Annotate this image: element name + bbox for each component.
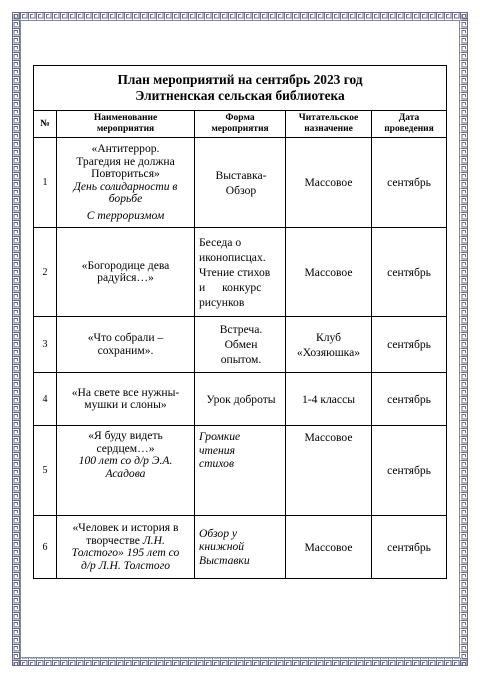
header-num: №: [34, 111, 57, 138]
audience: Массовое: [286, 228, 372, 317]
row-number: 6: [34, 516, 57, 579]
title-line-1: План мероприятий на сентябрь 2023 год: [117, 72, 363, 87]
table-row: [34, 373, 447, 426]
audience: 1-4 классы: [286, 373, 372, 426]
event-form: Громкие чтения стихов: [195, 426, 286, 516]
event-name: «Я буду видеть сердцем…» 100 лет со д/р Э.А. Асадова: [57, 426, 195, 516]
row-number: 1: [34, 138, 57, 228]
event-form: Беседа о иконописцах. Чтение стихов и конкурс рисунков: [195, 228, 286, 317]
header-audience: Читательское назначение: [286, 111, 372, 138]
audience: Клуб «Хозяюшка»: [286, 317, 372, 373]
event-name: «Богородице дева радуйся…»: [57, 228, 195, 317]
events-plan-table: [33, 65, 447, 579]
event-name: «Антитеррор. Трагедия не должна Повториться» День солидарности в борьбе С терроризмом: [57, 138, 195, 228]
event-name: «Что собрали – сохраним».: [57, 317, 195, 373]
audience: Массовое: [286, 426, 372, 516]
title-row: [34, 66, 447, 111]
table-row: [34, 426, 447, 516]
event-date: сентябрь: [372, 228, 447, 317]
row-number: 4: [34, 373, 57, 426]
title-line-2: Элитненская сельская библиотека: [135, 88, 345, 103]
table-row: [34, 138, 447, 228]
table-row: [34, 516, 447, 579]
document-title: [34, 66, 447, 111]
event-form: Встреча. Обмен опытом.: [195, 317, 286, 373]
event-form: Выставка- Обзор: [195, 138, 286, 228]
header-date: Дата проведения: [372, 111, 447, 138]
event-form: Урок доброты: [195, 373, 286, 426]
row-number: 5: [34, 426, 57, 516]
table-row: [34, 228, 447, 317]
event-name: «На свете все нужны- мушки и слоны»: [57, 373, 195, 426]
audience: Массовое: [286, 516, 372, 579]
header-name: Наименование мероприятия: [57, 111, 195, 138]
event-name: «Человек и история в творчестве Л.Н. Толстого» 195 лет со д/р Л.Н. Толстого: [57, 516, 195, 579]
header-row: [34, 111, 447, 138]
event-form: Обзор у книжной Выставки: [195, 516, 286, 579]
event-date: сентябрь: [372, 516, 447, 579]
row-number: 3: [34, 317, 57, 373]
table-row: [34, 317, 447, 373]
event-date: сентябрь: [372, 138, 447, 228]
row-number: 2: [34, 228, 57, 317]
header-form: Форма мероприятия: [195, 111, 286, 138]
event-date: сентябрь: [372, 426, 447, 516]
event-date: сентябрь: [372, 373, 447, 426]
event-date: сентябрь: [372, 317, 447, 373]
audience: Массовое: [286, 138, 372, 228]
